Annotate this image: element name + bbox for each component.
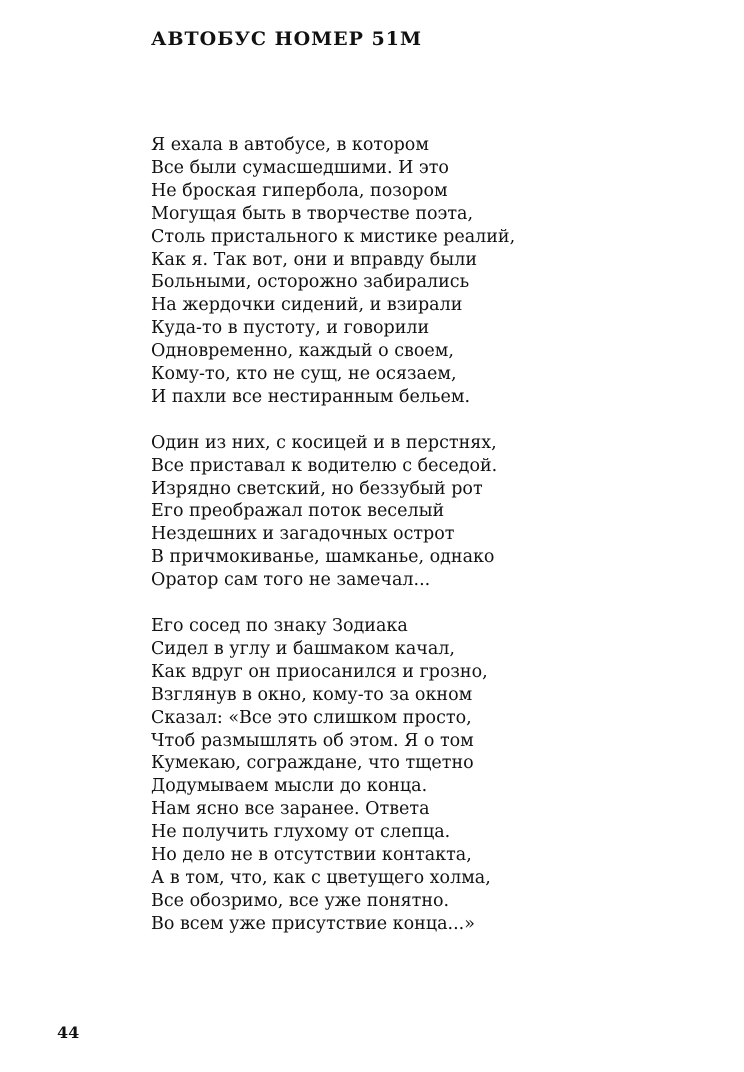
poem-line: Сидел в углу и башмаком качал,	[151, 638, 455, 659]
poem-body	[151, 134, 515, 936]
poem-line: И пахли все нестиранным бельем.	[151, 386, 471, 407]
poem-line: А в том, что, как с цветущего холма,	[151, 867, 491, 888]
poem-line: Одновременно, каждый о своем,	[151, 341, 454, 362]
poem-line: Его сосед по знаку Зодиака	[151, 616, 408, 636]
poem-line: Могущая быть в творчестве поэта,	[151, 203, 474, 224]
poem-line: Больными, осторожно забирались	[151, 272, 470, 293]
poem-line: Один из них, с косицей и в перстнях,	[151, 432, 497, 453]
poem-line: Чтоб размышлять об этом. Я о том	[151, 730, 474, 751]
poem-line: Взглянув в окно, кому-то за окном	[151, 684, 473, 705]
stanza-3	[151, 615, 515, 936]
poem-line: Я ехала в автобусе, в котором	[151, 135, 429, 155]
poem-line: На жердочки сидений, и взирали	[151, 295, 463, 316]
poem-title: АВТОБУС НОМЕР 51М	[151, 28, 423, 50]
poem-line: Во всем уже присутствие конца...»	[151, 913, 475, 934]
poem-line: Столь пристального к мистике реалий,	[151, 226, 516, 247]
poem-line: Нам ясно все заранее. Ответа	[151, 799, 430, 820]
poem-line: Все приставал к водителю с беседой.	[151, 455, 498, 476]
poem-line: Куда-то в пустоту, и говорили	[151, 318, 430, 339]
page-number: 44	[57, 1023, 80, 1042]
stanza-2	[151, 432, 515, 592]
poem-line: Оратор сам того не замечал...	[151, 570, 431, 591]
poem-line: Не броская гипербола, позором	[151, 180, 448, 201]
poem-line: Все обозримо, все уже понятно.	[151, 890, 450, 911]
poem-line: Все были сумасшедшими. И это	[151, 157, 449, 178]
poem-line: Его преображал поток веселый	[151, 501, 445, 522]
poem-line: Но дело не в отсутствии контакта,	[151, 845, 472, 866]
poem-line: Как я. Так вот, они и вправду были	[151, 249, 477, 270]
poem-line: Додумываем мысли до конца.	[151, 776, 428, 797]
poem-line: Не получить глухому от слепца.	[151, 822, 451, 843]
poem-line: В причмокиванье, шамканье, однако	[151, 547, 495, 568]
stanza-1	[151, 134, 515, 409]
poem-line: Нездешних и загадочных острот	[151, 524, 455, 545]
poem-line: Кумекаю, сограждане, что тщетно	[151, 753, 474, 774]
poem-line: Сказал: «Все это слишком просто,	[151, 707, 472, 728]
poem-line: Кому-то, кто не сущ, не осязаем,	[151, 364, 457, 385]
poem-line: Как вдруг он приосанился и грозно,	[151, 661, 488, 682]
poem-line: Изрядно светский, но беззубый рот	[151, 478, 483, 499]
